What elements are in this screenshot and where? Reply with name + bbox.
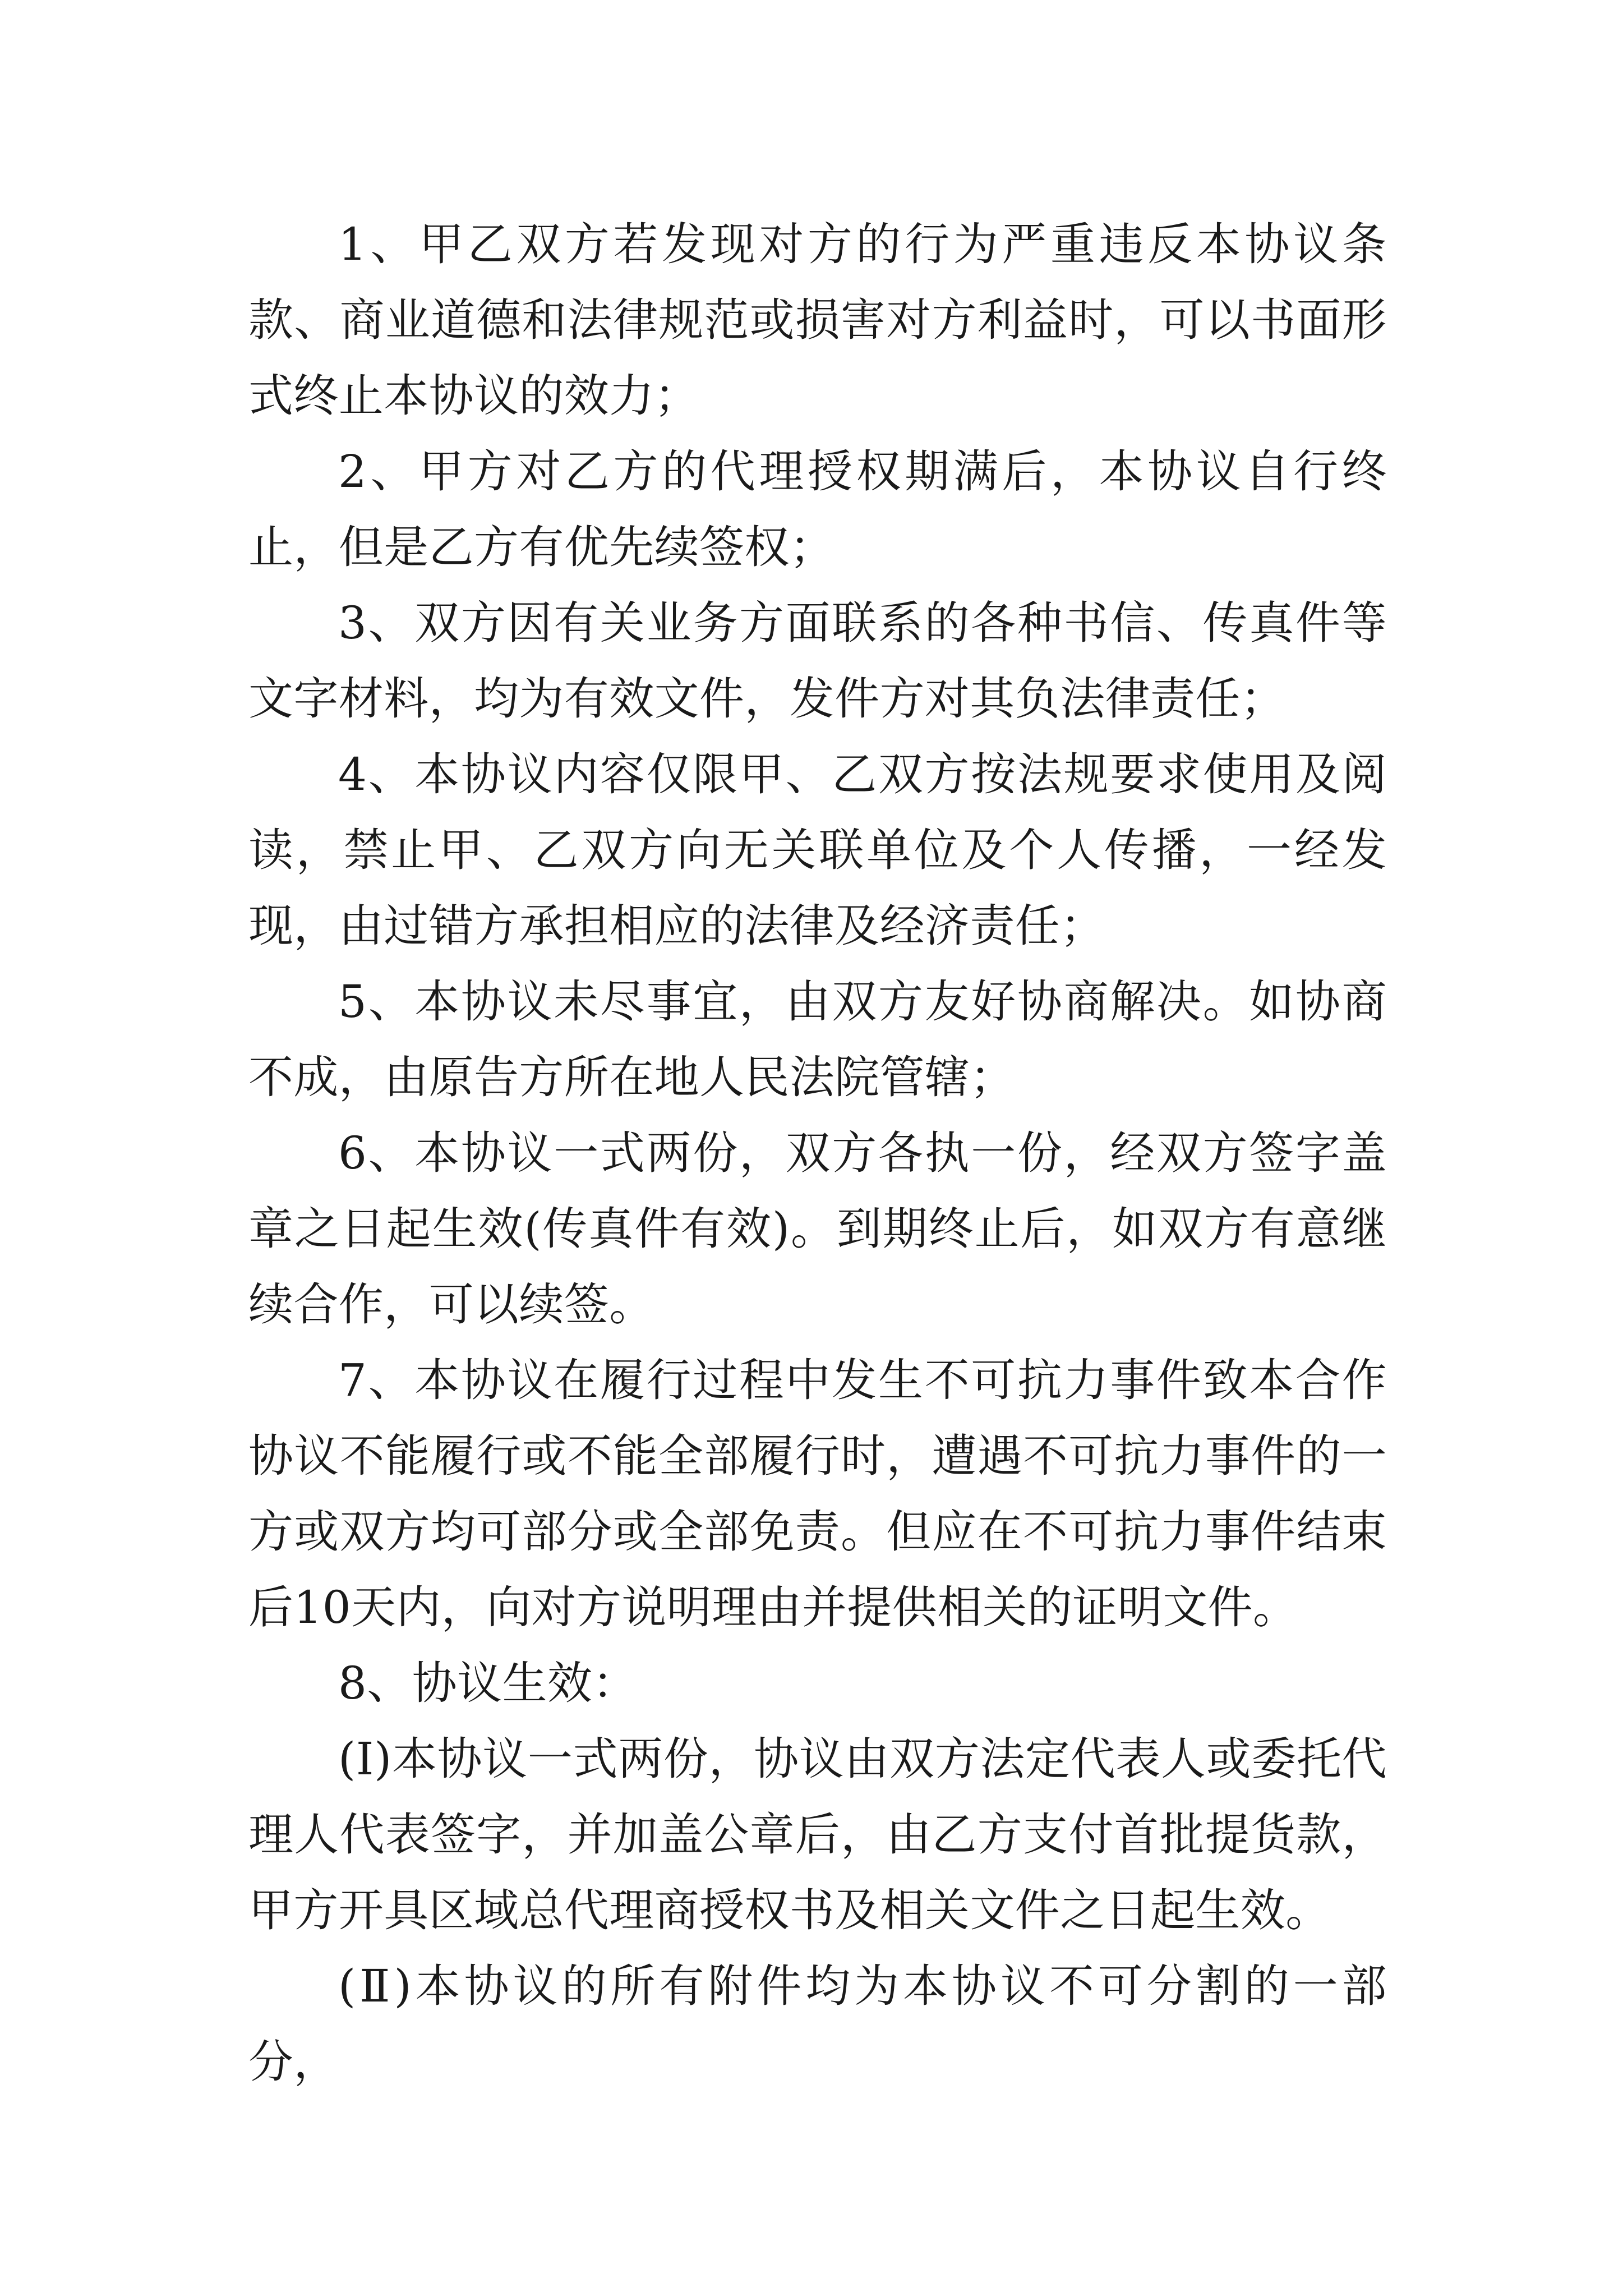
clause-6-paragraph: 6、本协议一式两份，双方各执一份，经双方签字盖章之日起生效(传真件有效)。到期终止后，如双方有意继续合作，可以续签。: [248, 1127, 1387, 1331]
clause-7-paragraph: 7、本协议在履行过程中发生不可抗力事件致本合作协议不能履行或不能全部履行时，遭遇不可抗力事件的一方或双方均可部分或全部免责。但应在不可抗力事件结束后10天内，向对方说明理由并提供相关的证明文件。: [248, 1354, 1387, 1634]
clause-4-paragraph: 4、本协议内容仅限甲、乙双方按法规要求使用及阅读，禁止甲、乙双方向无关联单位及个人传播，一经发现，由过错方承担相应的法律及经济责任；: [248, 748, 1387, 952]
clause-8-heading: 8、协议生效：: [338, 1657, 638, 1709]
clause-2-paragraph: 2、甲方对乙方的代理授权期满后，本协议自行终止，但是乙方有优先续签权；: [248, 445, 1387, 573]
clause-3-paragraph: 3、双方因有关业务方面联系的各种书信、传真件等文字材料，均为有效文件，发件方对其负法律责任；: [248, 597, 1387, 725]
clause-5-paragraph: 5、本协议未尽事宜，由双方友好协商解决。如协商不成，由原告方所在地人民法院管辖；: [248, 976, 1387, 1103]
clause-1-paragraph: 1、甲乙双方若发现对方的行为严重违反本协议条款、商业道德和法律规范或损害对方利益时，可以书面形式终止本协议的效力；: [248, 218, 1387, 422]
document-body: [248, 206, 1387, 2100]
clause-8-item-2-paragraph: (Ⅱ)本协议的所有附件均为本协议不可分割的一部分，: [248, 1960, 1387, 2088]
clause-8-item-1-paragraph: (Ⅰ)本协议一式两份，协议由双方法定代表人或委托代理人代表签字，并加盖公章后，由乙方支付首批提货款，甲方开具区域总代理商授权书及相关文件之日起生效。: [248, 1733, 1387, 1936]
